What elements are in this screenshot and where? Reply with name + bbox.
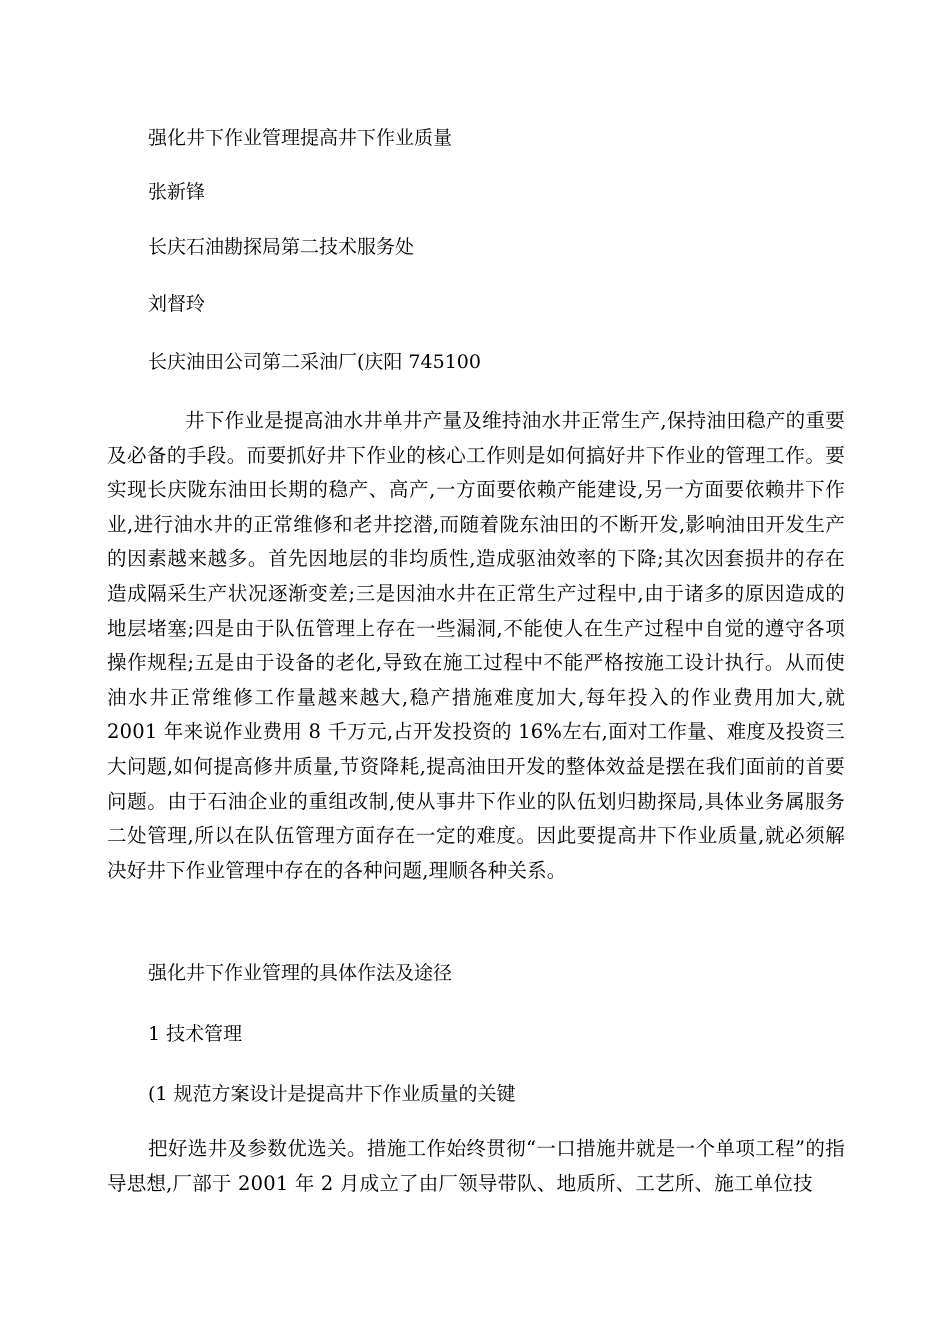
affiliation-1: 长庆石油勘探局第二技术服务处 [148, 236, 415, 258]
document-title: 强化井下作业管理提高井下作业质量 [148, 127, 453, 149]
author-1: 张新锋 [148, 181, 206, 203]
section-heading: 强化井下作业管理的具体作法及途径 [148, 962, 453, 984]
body-paragraph: 把好选井及参数优选关。措施工作始终贯彻“一口措施井就是一个单项工程”的指导思想,厂部于 2001 年 2 月成立了由厂领导带队、地质所、工艺所、施工单位技 [107, 1137, 845, 1195]
subsection-heading: 1 技术管理 [148, 1023, 243, 1045]
author-2: 刘督玲 [148, 293, 206, 315]
subsubsection-heading: (1 规范方案设计是提高井下作业质量的关键 [148, 1083, 516, 1105]
affiliation-2: 长庆油田公司第二采油厂(庆阳 745100 [148, 351, 481, 373]
intro-paragraph: 井下作业是提高油水井单井产量及维持油水井正常生产,保持油田稳产的重要及必备的手段。而要抓好井下作业的核心工作则是如何搞好井下作业的管理工作。要实现长庆陇东油田长期的稳产、高产,一方面要依赖产能建设,另一方面要依赖井下作业,进行油水井的正常维修和老井挖潜,而随着陇东油田的不断开发,影响油田开发生产的因素越来越多。首先因地层的非均质性,造成驱油效率的下降;其次因套损井的存在造成隔采生产状况逐渐变差;三是因油水井在正常生产过程中,由于诸多的原因造成的地层堵塞;四是由于队伍管理上存在一些漏洞,不能使人在生产过程中自觉的遵守各项操作规程;五是由于设备的老化,导致在施工过程中不能严格按施工设计执行。从而使油水井正常维修工作量越来越大,稳产措施难度加大,每年投入的作业费用加大,就 2001 年来说作业费用 8 千万元,占开发投资的 16%左右,面对工作量、难度及投资三大问题,如何提高修井质量,节资降耗,提高油田开发的整体效益是摆在我们面前的首要问题。由于石油企业的重组改制,使从事井下作业的队伍划归勘探局,具体业务属服务二处管理,所以在队伍管理方面存在一定的难度。因此要提高井下作业质量,就必须解决好井下作业管理中存在的各种问题,理顺各种关系。 [107, 409, 845, 882]
